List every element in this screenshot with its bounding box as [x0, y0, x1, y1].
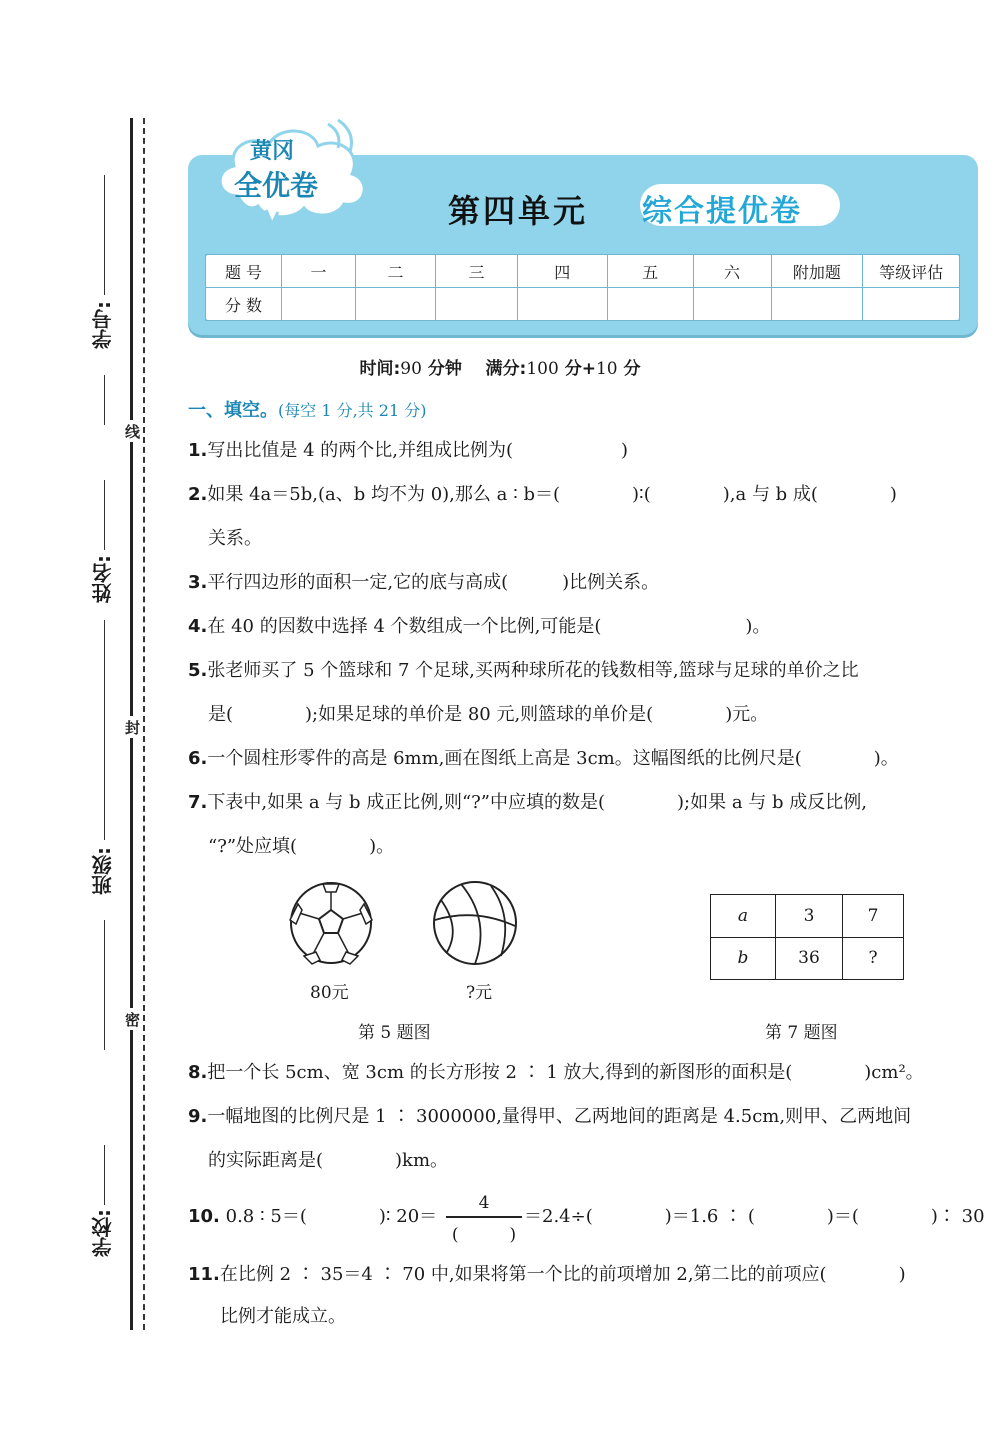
q-text: 在比例 2 ∶ 35＝4 ∶ 70 中,如果将第一个比的前项增加 2,第二比的前项应( )	[219, 1264, 906, 1285]
class-line	[104, 780, 105, 840]
fig5-caption: 第 5 题图	[358, 1023, 431, 1043]
soccer-price: 80元	[310, 983, 349, 1003]
name-line	[104, 480, 105, 550]
logo-line1: 黄冈	[250, 139, 295, 164]
exam-meta	[0, 354, 1000, 379]
class-label: 班级:	[91, 847, 115, 895]
score-value: 100	[526, 359, 559, 379]
question-2-cont: 关系。	[208, 528, 262, 549]
fraction-bar	[446, 1216, 522, 1218]
seal-line-mark: 线	[125, 420, 143, 442]
table-cell: 3	[776, 895, 843, 938]
name-label: 姓名:	[91, 555, 115, 603]
q-text: 张老师买了 5 个篮球和 7 个足球,买两种球所花的钱数相等,篮球与足球的单价之比	[207, 660, 859, 681]
question-10-part2: ＝2.4÷( )＝1.6 ∶ ( )＝( )∶ 30	[524, 1206, 985, 1227]
seal-seal-mark: 封	[125, 716, 143, 738]
score-cell: 四	[517, 255, 607, 288]
score-cell: 等级评估	[863, 255, 960, 288]
time-label: 时间:	[359, 359, 401, 379]
q-text: 一个圆柱形零件的高是 6mm,画在图纸上高是 3cm。这幅图纸的比例尺是( )。	[207, 748, 899, 769]
question-1	[188, 440, 628, 462]
q-number: 2.	[188, 484, 208, 505]
question-6	[188, 748, 899, 770]
question-9-cont: 的实际距离是( )km。	[208, 1150, 449, 1171]
student-no-line2	[104, 375, 105, 425]
name-line2	[104, 620, 105, 790]
q-number: 9.	[188, 1106, 208, 1127]
question-5-cont: 是( );如果足球的单价是 80 元,则篮球的单价是( )元。	[208, 704, 769, 725]
score-input[interactable]	[863, 288, 960, 321]
binding-dashed-line	[143, 118, 145, 1330]
page-subtitle: 综合提优卷	[642, 194, 802, 229]
fig7-caption: 第 7 题图	[765, 1023, 838, 1043]
basketball-price: ?元	[466, 983, 493, 1003]
score-value-row	[206, 288, 960, 321]
score-input[interactable]	[356, 288, 436, 321]
q-number: 4.	[188, 616, 208, 637]
school-line	[104, 1145, 105, 1205]
q-text: 下表中,如果 a 与 b 成正比例,则“?”中应填的数是( );如果 a 与 b 成反比例,	[207, 792, 867, 813]
score-unit2: 分	[617, 359, 641, 379]
score-input[interactable]	[436, 288, 518, 321]
question-8	[188, 1062, 924, 1084]
question-11-cont: 比例才能成立。	[220, 1306, 346, 1327]
question-3	[188, 572, 659, 594]
score-input[interactable]	[607, 288, 693, 321]
q-text: 把一个长 5cm、宽 3cm 的长方形按 2 ∶ 1 放大,得到的新图形的面积是( )cm²。	[207, 1062, 924, 1083]
q-number: 6.	[188, 748, 208, 769]
section-note: (每空 1 分,共 21 分)	[278, 401, 427, 420]
score-cell: 附加题	[771, 255, 863, 288]
table-cell: b	[711, 937, 776, 980]
student-no-label: 学号:	[91, 301, 115, 349]
q-number: 5.	[188, 660, 208, 681]
score-input[interactable]	[771, 288, 863, 321]
seal-secret-mark: 密	[125, 1008, 143, 1030]
q-text-part1: 0.8 ∶ 5＝( )∶ 20＝	[225, 1206, 438, 1227]
section-title: 一、填空。	[188, 400, 278, 421]
table-row	[711, 895, 904, 938]
score-cell: 六	[693, 255, 771, 288]
score-cell: 一	[282, 255, 356, 288]
q-text: 在 40 的因数中选择 4 个数组成一个比例,可能是( )。	[207, 616, 771, 637]
student-no-line	[104, 175, 105, 295]
page-title: 第四单元	[448, 192, 589, 230]
score-cell: 二	[356, 255, 436, 288]
score-input[interactable]	[282, 288, 356, 321]
q-number: 8.	[188, 1062, 208, 1083]
q-number: 11.	[188, 1264, 220, 1285]
ab-table	[710, 894, 904, 980]
table-cell: 36	[776, 937, 843, 980]
time-unit: 分钟	[421, 359, 462, 379]
question-9	[188, 1106, 911, 1128]
score-table	[205, 254, 960, 321]
score-cell: 三	[436, 255, 518, 288]
question-7-cont: “?”处应填( )。	[208, 836, 395, 857]
class-line2	[104, 920, 105, 1050]
score-header-row	[206, 255, 960, 288]
score-input[interactable]	[517, 288, 607, 321]
score-unit1: 分+	[558, 359, 596, 379]
q-number: 3.	[188, 572, 208, 593]
school-label: 学校:	[91, 1209, 115, 1257]
fraction-denominator: ( )	[451, 1225, 517, 1245]
question-5	[188, 660, 859, 682]
score-label: 满分:	[485, 359, 527, 379]
soccer-ball-icon	[288, 880, 374, 966]
question-10	[188, 1206, 437, 1228]
logo-line2: 全优卷	[234, 169, 319, 202]
question-4	[188, 616, 770, 638]
score-cell: 五	[607, 255, 693, 288]
time-value: 90	[400, 359, 422, 379]
table-cell: ?	[843, 937, 904, 980]
q-text: 写出比值是 4 的两个比,并组成比例为( )	[207, 440, 629, 461]
q-text: 平行四边形的面积一定,它的底与高成( )比例关系。	[207, 572, 660, 593]
section-heading	[188, 396, 426, 422]
table-row	[711, 937, 904, 980]
q-number: 1.	[188, 440, 208, 461]
table-cell: a	[711, 895, 776, 938]
basketball-icon	[431, 880, 519, 966]
q-number: 10.	[188, 1206, 220, 1227]
q-text: 如果 4a＝5b,(a、b 均不为 0),那么 a ∶ b＝( )∶( ),a 与 b 成( )	[207, 484, 897, 505]
score-extra: 10	[595, 359, 618, 379]
question-7	[188, 792, 867, 814]
table-cell: 7	[843, 895, 904, 938]
q-text: 一幅地图的比例尺是 1 ∶ 3000000,量得甲、乙两地间的距离是 4.5cm,则甲、乙两地间	[207, 1106, 912, 1127]
fraction-numerator: 4	[478, 1193, 490, 1213]
score-row-label: 分 数	[206, 288, 282, 321]
score-cell: 题 号	[206, 255, 282, 288]
question-2	[188, 484, 897, 506]
q-number: 7.	[188, 792, 208, 813]
score-input[interactable]	[693, 288, 771, 321]
question-11	[188, 1264, 906, 1286]
